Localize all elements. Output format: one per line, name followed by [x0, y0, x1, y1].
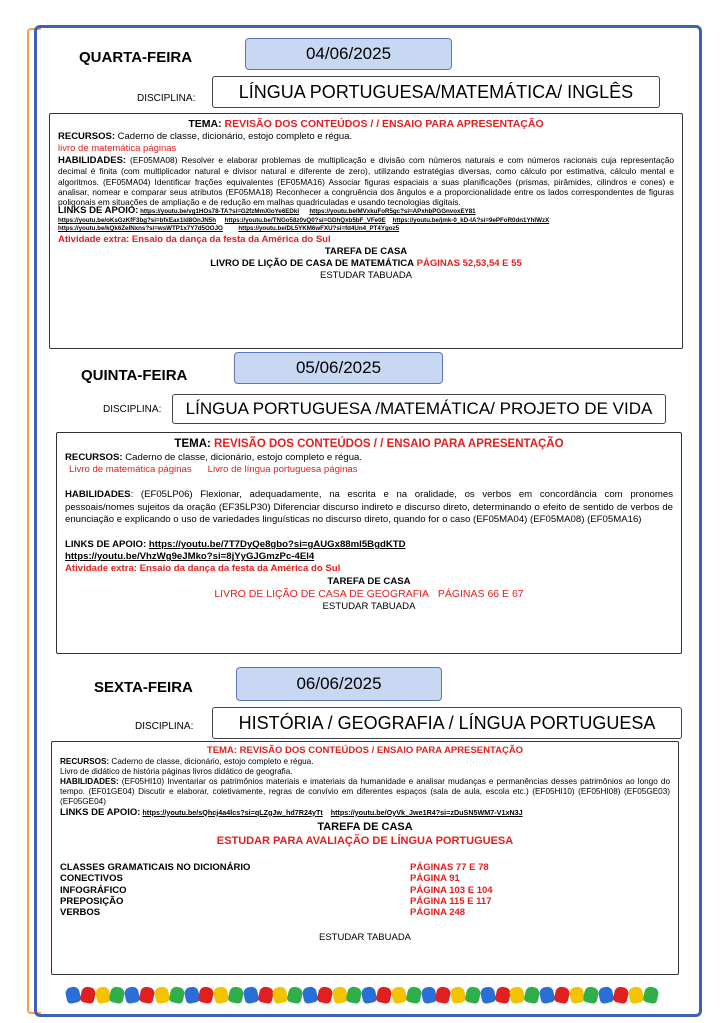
hand-print-icon [390, 986, 407, 1005]
tema-text: REVISÃO DOS CONTEÚDOS / / ENSAIO PARA APRESENTAÇÃO [224, 118, 544, 130]
homework-line: LIVRO DE LIÇÃO DE CASA DE MATEMÁTICA [210, 257, 414, 269]
discipline-label: DISCIPLINA: [135, 721, 194, 732]
hand-print-icon [124, 986, 141, 1005]
recursos-text: Caderno de classe, dicionário, estojo completo e régua. [111, 756, 314, 766]
study-note: ESTUDAR TABUADA [318, 931, 412, 943]
recursos-label: RECURSOS: [58, 131, 116, 142]
recursos-label: RECURSOS: [65, 452, 123, 463]
support-link[interactable]: https://youtu.be/7T7DyQe8gbo?si=gAUGx88mI5BgdKTD [148, 539, 406, 551]
homework-title: TAREFA DE CASA [324, 245, 408, 257]
tema-text: REVISÃO DOS CONTEÚDOS / ENSAIO PARA APRESENTAÇÃO [239, 745, 524, 756]
support-link[interactable]: https://youtu.be/DL5YKM6wFXU?si=fd4Un4_PT4Ygoz5 [238, 225, 400, 233]
hand-print-icon [272, 986, 289, 1005]
support-link[interactable]: https://youtu.be/TNGo58z0vQ0?si=GDhQxb5bF_VFe0E [224, 216, 386, 224]
support-link[interactable]: https://youtu.be/MVxkuFoR5gc?si=APxhbPGGnvoxEY81 [309, 208, 476, 216]
support-link[interactable]: https://youtu.be/vg1HOs78-TA?si=G2fzMmXloYe6EDkl [140, 208, 300, 216]
hand-print-icon [598, 986, 615, 1005]
topic-row [60, 862, 670, 873]
hand-print-icon [464, 986, 481, 1005]
recursos-text: Caderno de classe, dicionário, estojo completo e régua. [117, 131, 353, 142]
extra-activity: Atividade extra: Ensaio da dança da festa da América do Sul [58, 233, 331, 245]
habilidades-label: HABILIDADES: [58, 155, 127, 166]
hand-print-icon [435, 986, 452, 1005]
discipline-box-thursday: LÍNGUA PORTUGUESA /MATEMÁTICA/ PROJETO DE VIDA [172, 394, 666, 424]
date-box-friday: 06/06/2025 [236, 667, 442, 701]
topic-name: INFOGRÁFICO [60, 884, 127, 896]
topic-pages: PÁGINA 91 [410, 873, 460, 885]
hand-print-icon [287, 986, 304, 1005]
hand-print-icon [94, 986, 111, 1005]
tema-label: TEMA: [206, 745, 237, 756]
hand-print-icon [79, 986, 96, 1005]
discipline-label: DISCIPLINA: [103, 404, 162, 415]
hand-print-border [66, 984, 658, 1006]
recursos-label: RECURSOS: [60, 756, 110, 766]
topic-name: VERBOS [60, 907, 101, 919]
date-box-thursday: 05/06/2025 [234, 352, 443, 384]
study-note: ESTUDAR TABUADA [319, 269, 413, 281]
topic-row [60, 907, 670, 918]
study-note: ESTUDAR TABUADA [322, 600, 416, 612]
hand-print-icon [494, 986, 511, 1005]
discipline-box-wednesday: LÍNGUA PORTUGUESA/MATEMÁTICA/ INGLÊS [212, 76, 660, 108]
topic-pages: PÁGINA 115 E 117 [410, 895, 492, 907]
tema-text: REVISÃO DOS CONTEÚDOS / / ENSAIO PARA APRESENTAÇÃO [214, 438, 564, 450]
recursos-text: Caderno de classe, dicionário, estojo completo e régua. [125, 452, 363, 463]
support-link[interactable]: https://youtu.be/OyVk_Jwe1R4?si=zDuSN5WM7-V1xN3J [330, 807, 523, 817]
hand-print-icon [642, 986, 659, 1005]
hand-print-icon [168, 986, 185, 1005]
hand-print-icon [613, 986, 630, 1005]
hand-print-icon [183, 986, 200, 1005]
hand-print-icon [376, 986, 393, 1005]
day-title-wednesday: QUARTA-FEIRA [79, 49, 193, 66]
homework-line: LIVRO DE LIÇÃO DE CASA DE GEOGRAFIA [214, 587, 430, 600]
day-title-thursday: QUINTA-FEIRA [81, 367, 188, 384]
habilidades-label: HABILIDADES [65, 489, 131, 501]
recursos-extra-math: Livro de matemática páginas [69, 464, 192, 476]
lesson-card-friday [51, 741, 679, 975]
support-link[interactable]: https://youtu.be/kQk6ZeINxns?si=wsWTP1x7Y7d5OOJO [58, 225, 223, 233]
hand-print-icon [301, 986, 318, 1005]
habilidades-label: HABILIDADES: [60, 776, 119, 786]
hand-print-icon [627, 986, 644, 1005]
hand-print-icon [405, 986, 422, 1005]
support-link[interactable]: https://youtu.be/jmk-0_kD-IA?si=9ePFoR0dn1YhIWzX [392, 216, 550, 224]
recursos-extra: livro de matemática páginas [58, 143, 177, 154]
hand-print-icon [346, 986, 363, 1005]
links-label: LINKS DE APOIO: [58, 205, 139, 217]
hand-print-icon [524, 986, 541, 1005]
hand-print-icon [316, 986, 333, 1005]
topic-row [60, 873, 670, 884]
hand-print-icon [361, 986, 378, 1005]
hand-print-icon [538, 986, 555, 1005]
recursos-extra: Livro de didático de história páginas livros didático de geografia. [60, 766, 293, 776]
topics-list [60, 862, 670, 919]
hand-print-icon [583, 986, 600, 1005]
homework-title: TAREFA DE CASA [317, 820, 413, 833]
recursos-extra-portuguese: Livro de língua portuguesa páginas [207, 464, 358, 476]
habilidades-text: (EF05HI10) Inventariar os patrimônios materiais e imateriais da humanidade e analisar mudanças e permanências desses patrimônios ao longo do tempo. (EF01GE04) Discutir e elaborar, coletivamente, regras de convívio em diferentes espaços (sala de aula, escola etc.) (EF05HI10) (EF05HI08) (EF05GE03) (EF05GE04) [60, 776, 670, 807]
hand-print-icon [479, 986, 496, 1005]
hand-print-icon [64, 986, 81, 1005]
lesson-card-thursday [56, 432, 682, 654]
hand-print-icon [198, 986, 215, 1005]
support-link[interactable]: https://youtu.be/VhzWg9eJMko?si=8jYyGJGmzPc-4El4 [65, 551, 315, 563]
topic-pages: PÁGINAS 77 E 78 [410, 861, 489, 873]
topic-row [60, 885, 670, 896]
discipline-label: DISCIPLINA: [137, 93, 196, 104]
links-label: LINKS DE APOIO: [60, 806, 141, 818]
topic-name: CLASSES GRAMATICAIS NO DICIONÁRIO [60, 861, 251, 873]
homework-pages: PÁGINAS 66 E 67 [437, 587, 524, 600]
hand-print-icon [509, 986, 526, 1005]
topic-pages: PÁGINA 103 E 104 [410, 884, 493, 896]
hand-print-icon [450, 986, 467, 1005]
lesson-card-wednesday [49, 113, 683, 349]
habilidades-text: (EF05MA08) Resolver e elaborar problemas de multiplicação e divisão com números naturais e com números racionais cuja representação decimal é finita (com multiplicador natural e divisor natural e diferente de zero), utilizando estratégias diversas, como cálculo por estimativa, cálculo mental e algoritmos. (EF05MA04) Identificar frações equivalentes (EF05MA16) Associar figuras espaciais a suas planificações (prismas, pirâmides, cilindros e cones) e analisar, nomear e comparar seus atributos (EF05MA18) Reconhecer a congruência dos ângulos e a proporcionalidade entre os lados correspondentes de figuras poligonais em situações de ampliação e de redução em malhas quadriculadas e usando tecnologias digitais. [58, 155, 675, 208]
hand-print-icon [139, 986, 156, 1005]
hand-print-icon [109, 986, 126, 1005]
habilidades-text: : (EF05LP06) Flexionar, adequadamente, na escrita e na oralidade, os verbos em concordância com pronomes pessoais/nomes sujeitos da oração (EF35LP30) Diferenciar discurso indireto e discurso direto, determinando o efeito de sentido de verbos de enunciação e explicando o uso de variedades linguísticas no discurso direto, quando for o caso (EF05MA04) (EF05MA08) (EF05MA16) [65, 489, 673, 525]
support-link[interactable]: https://youtu.be/sQhcj4a4lcs?si=qLZgJw_hd7R24yTt [142, 807, 323, 817]
topic-name: CONECTIVOS [60, 873, 123, 885]
homework-pages: PÁGINAS 52,53,54 E 55 [416, 257, 522, 269]
topic-row [60, 896, 670, 907]
hand-print-icon [227, 986, 244, 1005]
day-title-friday: SEXTA-FEIRA [94, 679, 193, 696]
hand-print-icon [153, 986, 170, 1005]
support-link[interactable]: https://youtu.be/oKsGzKfF3bg?si=bfxEax1ld8OnJN5h [58, 216, 216, 224]
hand-print-icon [568, 986, 585, 1005]
extra-activity: Atividade extra: Ensaio da dança da festa da América do Sul [65, 563, 341, 575]
hand-print-icon [213, 986, 230, 1005]
hand-print-icon [553, 986, 570, 1005]
hand-print-icon [242, 986, 259, 1005]
tema-label: TEMA: [174, 438, 211, 450]
homework-title: TAREFA DE CASA [327, 575, 411, 587]
hand-print-icon [331, 986, 348, 1005]
discipline-box-friday: HISTÓRIA / GEOGRAFIA / LÍNGUA PORTUGUESA [212, 707, 682, 739]
homework-line: ESTUDAR PARA AVALIAÇÃO DE LÍNGUA PORTUGUESA [216, 834, 514, 847]
topic-name: PREPOSIÇÃO [60, 895, 124, 907]
hand-print-icon [420, 986, 437, 1005]
topic-pages: PÁGINA 248 [410, 907, 466, 919]
tema-label: TEMA: [188, 118, 222, 130]
date-box-wednesday: 04/06/2025 [245, 38, 452, 70]
hand-print-icon [257, 986, 274, 1005]
links-label: LINKS DE APOIO: [65, 539, 147, 551]
